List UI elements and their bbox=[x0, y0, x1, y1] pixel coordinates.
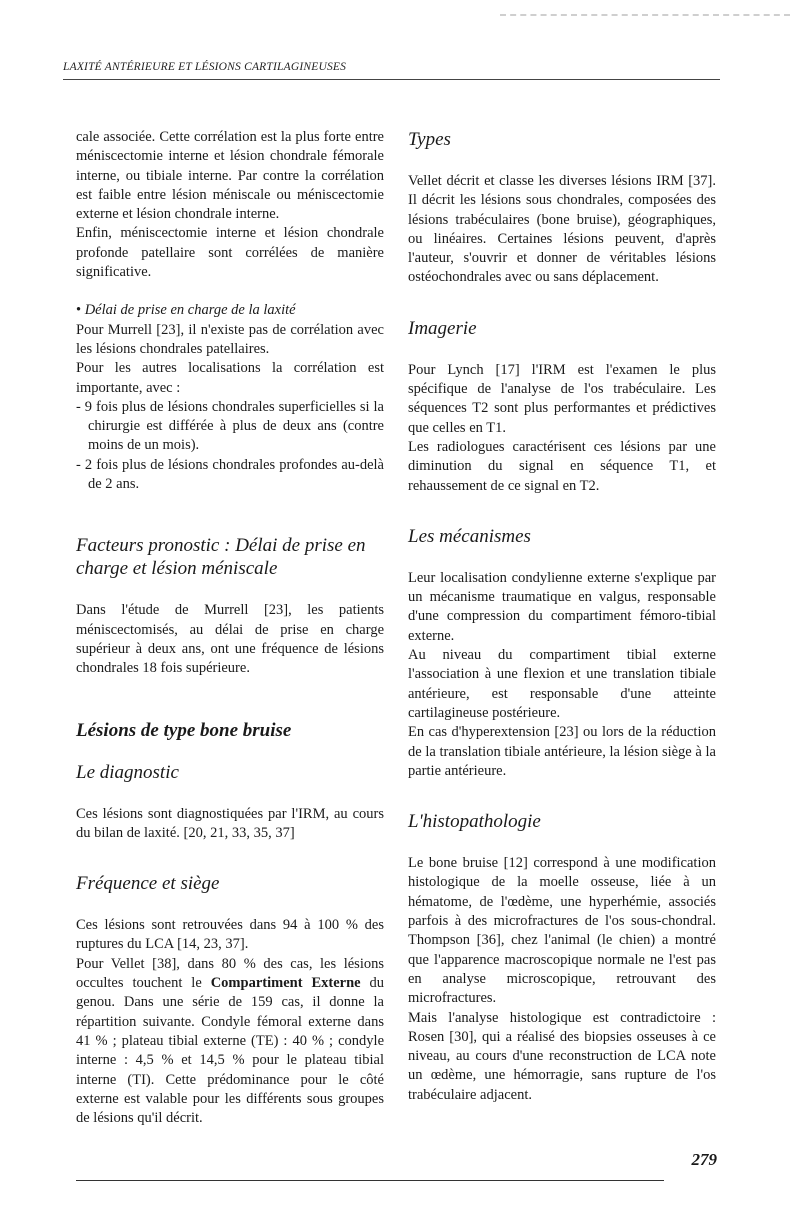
section-heading: Lésions de type bone bruise bbox=[76, 719, 292, 741]
paragraph: Pour les autres localisations la corrélation est importante, avec : bbox=[76, 360, 384, 396]
paragraph: Ces lésions sont retrouvées dans 94 à 100 % des ruptures du LCA [14, 23, 37]. bbox=[76, 917, 384, 953]
left-column bbox=[76, 128, 384, 1128]
paragraph: Leur localisation condylienne externe s'explique par un mécanisme traumatique en valgus, responsable d'une compression du compartiment fémoro-tibial externe. bbox=[408, 569, 716, 644]
dash-list bbox=[76, 398, 384, 494]
paragraph-text: du genou. Dans une série de 159 cas, il donne la répartition suivante. Condyle fémoral externe dans 41 % ; plateau tibial externe (TE) : 40 % ; condyle interne : 4,5 % et 14,5 % pour le plateau tibial interne (TI). Cette prédominance pour le côté externe est valable pour les différents sous groupes de lésions qu'il décrit. bbox=[76, 975, 385, 1127]
paragraph: Les radiologues caractérisent ces lésions par une diminution du signal en séquence T1, et rehaussement de ce signal en T2. bbox=[408, 438, 716, 494]
paragraph-text: Pour Vellet [38], dans 80 % des cas, les lésions occultes touchent le bbox=[76, 955, 384, 992]
paragraph: Dans l'étude de Murrell [23], les patients méniscectomisés, au délai de prise en charge supérieur à deux ans, ont une fréquence de lésions chondrales 18 fois supérieure. bbox=[76, 602, 384, 677]
bullet-heading bbox=[76, 301, 384, 320]
paragraph: Le bone bruise [12] correspond à une modification histologique de la moelle osseuse, liée à un hématome, de l'œdème, une hyperhémie, associés parfois à des microfractures de l'os sous-chondral. Thompson [36], chez l'animal (le chien) a montré que l'apparence macroscopique normale ne l'est pas en analyse microscopique, retrouvant des microfractures. bbox=[408, 855, 716, 1007]
footer-rule bbox=[76, 1180, 664, 1181]
bullet-title: Délai de prise en charge de la laxité bbox=[84, 302, 296, 319]
paragraph: Ces lésions sont diagnostiquées par l'IRM, au cours du bilan de laxité. [20, 21, 33, 35, 37] bbox=[76, 805, 384, 841]
paragraph: Vellet décrit et classe les diverses lésions IRM [37]. Il décrit les lésions sous chondrales, composées des lésions trabéculaires (bone bruise), géographiques, ou linéaires. Certaines lésions peuvent, d'après l'auteur, s'ouvrir et donner de véritables lésions ostéochondrales avec ou sans déplacement. bbox=[408, 173, 716, 286]
paragraph: Enfin, méniscectomie interne et lésion chondrale profonde patellaire sont corrélées de manière significative. bbox=[76, 225, 384, 281]
subsection-heading: Types bbox=[408, 129, 451, 150]
right-column bbox=[408, 128, 716, 1105]
paragraph: Au niveau du compartiment tibial externe l'association à une flexion et une translation tibiale antérieure, est responsable d'une atteinte cartilagineuse postérieure. bbox=[408, 647, 716, 721]
paragraph: En cas d'hyperextension [23] ou lors de la réduction de la translation tibiale antérieure, la lésion siège à la partie antérieure. bbox=[408, 724, 716, 779]
bold-term: Compartiment Externe bbox=[210, 975, 361, 992]
subsection-heading: Les mécanismes bbox=[408, 525, 531, 547]
section-heading: Facteurs pronostic : Délai de prise en charge et lésion méniscale bbox=[76, 535, 366, 580]
paragraph bbox=[76, 955, 384, 1129]
paragraph: Mais l'analyse histologique est contradictoire : Rosen [30], qui a réalisé des biopsies osseuses à ce niveau, au cours d'une reconstruction de LCA note un œdème, une hémorragie, sans rupture de l'os trabéculaire adjacent. bbox=[408, 1009, 716, 1103]
paragraph: Pour Murrell [23], il n'existe pas de corrélation avec les lésions chondrales patellaires. bbox=[76, 321, 384, 357]
subsection-heading: Imagerie bbox=[408, 317, 477, 339]
running-head: LAXITÉ ANTÉRIEURE ET LÉSIONS CARTILAGINEUSES bbox=[63, 61, 347, 73]
page-number: 279 bbox=[691, 1150, 717, 1169]
list-item: - 2 fois plus de lésions chondrales profondes au-delà de 2 ans. bbox=[76, 456, 384, 493]
header-rule bbox=[63, 79, 720, 80]
paragraph: Pour Lynch [17] l'IRM est l'examen le plus spécifique de l'analyse de l'os trabéculaire. Les séquences T2 sont plus performantes et prédictives que celles en T1. bbox=[408, 361, 716, 436]
subsection-heading: L'histopathologie bbox=[408, 811, 541, 833]
scan-artifact-line bbox=[500, 14, 790, 16]
subsection-heading: Fréquence et siège bbox=[76, 873, 220, 895]
subsection-heading: Le diagnostic bbox=[76, 761, 179, 783]
bullet-marker: • bbox=[76, 302, 85, 319]
paragraph: cale associée. Cette corrélation est la plus forte entre méniscectomie interne et lésion chondrale fémorale interne, ou tibiale interne. Par contre la corrélation est faible entre lésion méniscale ou méniscectomie externe et lésion chondrale interne. bbox=[76, 129, 384, 223]
list-item: - 9 fois plus de lésions chondrales superficielles si la chirurgie est différée à plus de deux ans (contre moins de un mois). bbox=[76, 398, 384, 454]
